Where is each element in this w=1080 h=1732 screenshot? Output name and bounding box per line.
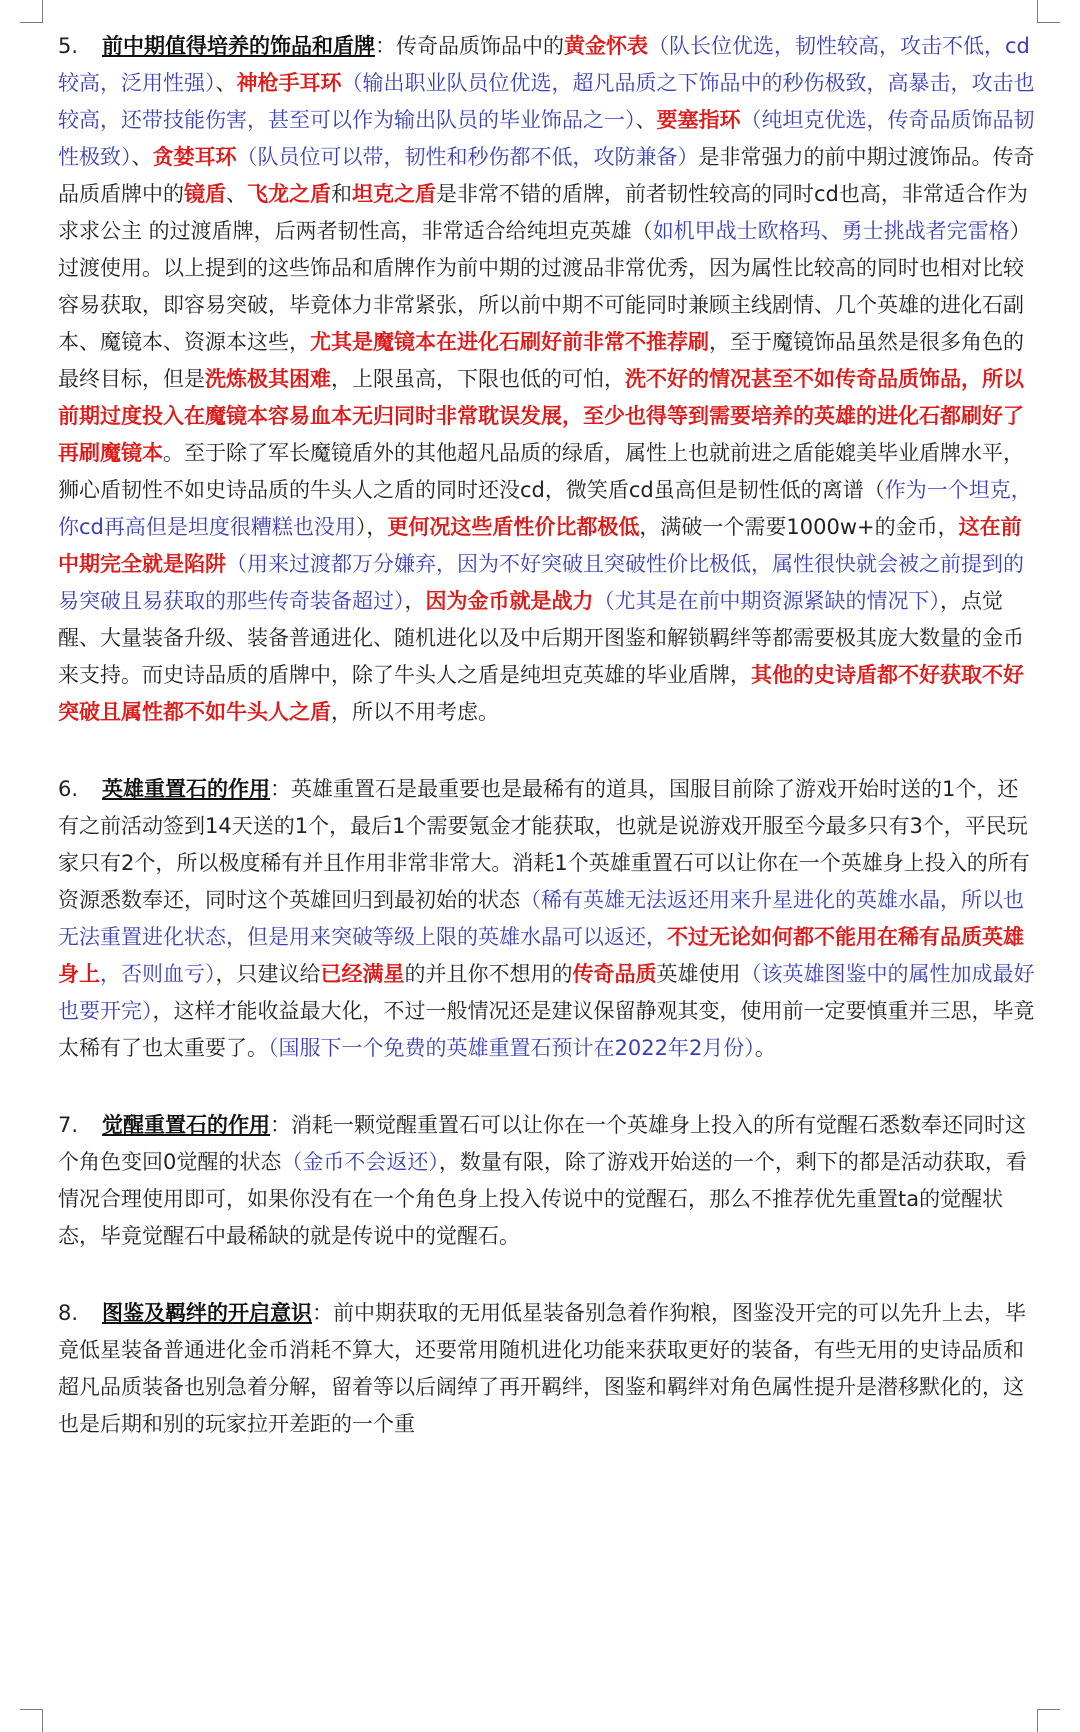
highlight-text-red: 传奇品质: [572, 962, 657, 986]
body-text: 是非常强力的前中期过渡饰品。传奇品质盾牌中的: [58, 145, 1035, 206]
section-8: [58, 1295, 1038, 1443]
note-text-blue: （该英雄图鉴中的属性加成最好也要开完）: [58, 962, 1035, 1023]
note-text-blue: 作为一个坦克，你cd再高但是坦度很糟糕也没用: [58, 478, 1032, 539]
body-text: ，数量有限，除了游戏开始送的一个，剩下的都是活动获取，看情况合理使用即可，如果你没有在一个角色身上投入传说中的觉醒石，那么不推荐优先重置ta的觉醒状态，毕竟觉醒石中最稀缺的就是传说中的觉醒石。: [58, 1150, 1027, 1248]
body-text: ，点觉醒、大量装备升级、装备普通进化、随机进化以及中后期开图鉴和解锁羁绊等都需要极其庞大数量的金币来支持。而史诗品质的盾牌中，除了牛头人之盾是纯坦克英雄的毕业盾牌，: [58, 589, 1024, 687]
body-text: 。至于除了军长魔镜盾外的其他超凡品质的绿盾，属性上也就前进之盾能媲美毕业盾牌水平，狮心盾韧性不如史诗品质的牛头人之盾的同时还没cd，微笑盾cd虽高但是韧性低的离谱（: [58, 441, 1024, 502]
page-corner-mark-bottom-right: [1037, 1709, 1060, 1732]
body-text: ，至于魔镜饰品虽然是很多角色的最终目标，但是: [58, 330, 1024, 391]
body-text: ，: [404, 589, 426, 613]
note-text-blue: （金币不会返还）: [281, 1150, 439, 1174]
note-text-blue: （稀有英雄无法返还用来升星进化的英雄水晶，所以也无法重置进化状态，但是用来突破等级上限的英雄水晶可以返还，: [58, 888, 1024, 949]
section-heading: 觉醒重置石的作用: [102, 1113, 270, 1137]
section-number: 8.: [58, 1301, 79, 1325]
note-text-blue: （国服下一个免费的英雄重置石预计在2022年2月份）: [268, 1036, 755, 1060]
section-number: 7.: [58, 1113, 79, 1137]
note-text-blue: 如机甲战士欧格玛、勇士挑战者完雷格: [652, 219, 1010, 243]
highlight-text-red: 贪婪耳环: [152, 145, 237, 169]
highlight-text-red: 洗不好的情况甚至不如传奇品质饰品，所以前期过度投入在魔镜本容易血本无归同时非常耽误发展，至少也得等到需要培养的英雄的进化石都刷好了再刷魔镜本: [58, 367, 1024, 465]
body-text: ，这样才能收益最大化，不过一般情况还是建议保留静观其变，使用前一定要慎重并三思，毕竟太稀有了也太重要了。: [58, 999, 1035, 1060]
highlight-text-red: 已经满星: [320, 962, 405, 986]
highlight-text-red: 更何况这些盾性价比都极低: [387, 515, 640, 539]
section-heading: 图鉴及羁绊的开启意识: [102, 1301, 312, 1325]
highlight-text-red: 因为金币就是战力: [425, 589, 594, 613]
section-heading: 前中期值得培养的饰品和盾牌: [102, 34, 375, 58]
page-corner-mark-top-left: [20, 0, 43, 23]
body-text: ）过渡使用。以上提到的这些饰品和盾牌作为前中期的过渡品非常优秀，因为属性比较高的同时也相对比较容易获取，即容易突破，毕竟体力非常紧张，所以前中期不可能同时兼顾主线剧情、几个英雄的进化石副本、魔镜本、资源本这些，: [58, 219, 1031, 354]
highlight-text-red: 这在前中期完全就是陷阱: [58, 515, 1022, 576]
page-corner-mark-bottom-left: [20, 1709, 43, 1732]
highlight-text-red: 飞龙之盾: [247, 182, 331, 206]
note-text-blue: （纯坦克优选，传奇品质饰品韧性极致）: [58, 108, 1035, 169]
section-number: 6.: [58, 777, 79, 801]
section-7: [58, 1107, 1038, 1255]
highlight-text-red: 镜盾: [184, 182, 226, 206]
note-text-blue: （输出职业队员位优选，超凡品质之下饰品中的秒伤极致，高暴击，攻击也较高，还带技能伤害，甚至可以作为输出队员的毕业饰品之一）: [58, 71, 1035, 132]
body-text: 、: [226, 182, 247, 206]
body-text: 和: [331, 182, 352, 206]
body-text: 。: [754, 1036, 776, 1060]
body-text: ，只建议给: [215, 962, 321, 986]
body-text: ，所以不用考虑。: [331, 700, 499, 724]
highlight-text-red: 尤其是魔镜本在进化石刷好前非常不推荐刷: [310, 330, 709, 354]
body-text: ：英雄重置石是最重要也是最稀有的道具，国服目前除了游戏开始时送的1个，还有之前活动签到14天送的1个，最后1个需要氪金才能获取，也就是说游戏开服至今最多只有3个，平民玩家只有2个，所以极度稀有并且作用非常非常大。消耗1个英雄重置石可以让你在一个英雄身上投入的所有资源悉数奉还，同时这个英雄回归到最初始的状态: [58, 777, 1030, 912]
note-text-blue: （用来过渡都万分嫌弃，因为不好突破且突破性价比极低，属性很快就会被之前提到的易突破且易获取的那些传奇装备超过）: [58, 552, 1024, 613]
body-text: 是非常不错的盾牌，前者韧性较高的同时cd也高，非常适合作为求求公主 的过渡盾牌，后两者韧性高，非常适合给纯坦克英雄（: [58, 182, 1028, 243]
body-text: ：消耗一颗觉醒重置石可以让你在一个英雄身上投入的所有觉醒石悉数奉还同时这个角色变回0觉醒的状态: [58, 1113, 1026, 1174]
body-text: ：传奇品质饰品中的: [375, 34, 564, 58]
body-text: ），: [355, 515, 388, 539]
highlight-text-red: 要塞指环: [656, 108, 741, 132]
section-heading: 英雄重置石的作用: [102, 777, 270, 801]
page-corner-mark-top-right: [1037, 0, 1060, 23]
highlight-text-red: 洗炼极其困难: [205, 367, 331, 391]
body-text: 英雄使用: [656, 962, 741, 986]
section-6: [58, 771, 1038, 1067]
body-text: ，满破一个需要1000w+的金币，: [639, 515, 959, 539]
section-number: 5.: [58, 34, 79, 58]
note-text-blue: （队员位可以带，韧性和秒伤都不低，攻防兼备）: [236, 145, 699, 169]
document-body: [58, 28, 1038, 1483]
body-text: ：前中期获取的无用低星装备别急着作狗粮，图鉴没开完的可以先升上去，毕竟低星装备普通进化金币消耗不算大，还要常用随机进化功能来获取更好的装备，有些无用的史诗品质和超凡品质装备也别急着分解，留着等以后阔绰了再开羁绊，图鉴和羁绊对角色属性提升是潜移默化的，这也是后期和别的玩家拉开差距的一个重: [58, 1301, 1026, 1436]
highlight-text-red: 坦克之盾: [352, 182, 436, 206]
highlight-text-red: 不过无论如何都不能用在稀有品质英雄身上: [58, 925, 1024, 986]
section-5: [58, 28, 1038, 731]
body-text: ，上限虽高，下限也低的可怕，: [331, 367, 625, 391]
highlight-text-red: 神枪手耳环: [236, 71, 342, 95]
highlight-text-red: 其他的史诗盾都不好获取不好突破且属性都不如牛头人之盾: [58, 663, 1024, 724]
body-text: 、: [215, 71, 237, 95]
body-text: 、: [131, 145, 153, 169]
note-text-blue: （尤其是在前中期资源紧缺的情况下）: [593, 589, 940, 613]
note-text-blue: （队长位优选，韧性较高，攻击不低，cd较高，泛用性强）: [58, 34, 1030, 95]
highlight-text-red: 黄金怀表: [564, 34, 648, 58]
body-text: 、: [635, 108, 657, 132]
note-text-blue: ，否则血亏）: [100, 962, 216, 986]
body-text: 的并且你不想用的: [404, 962, 573, 986]
